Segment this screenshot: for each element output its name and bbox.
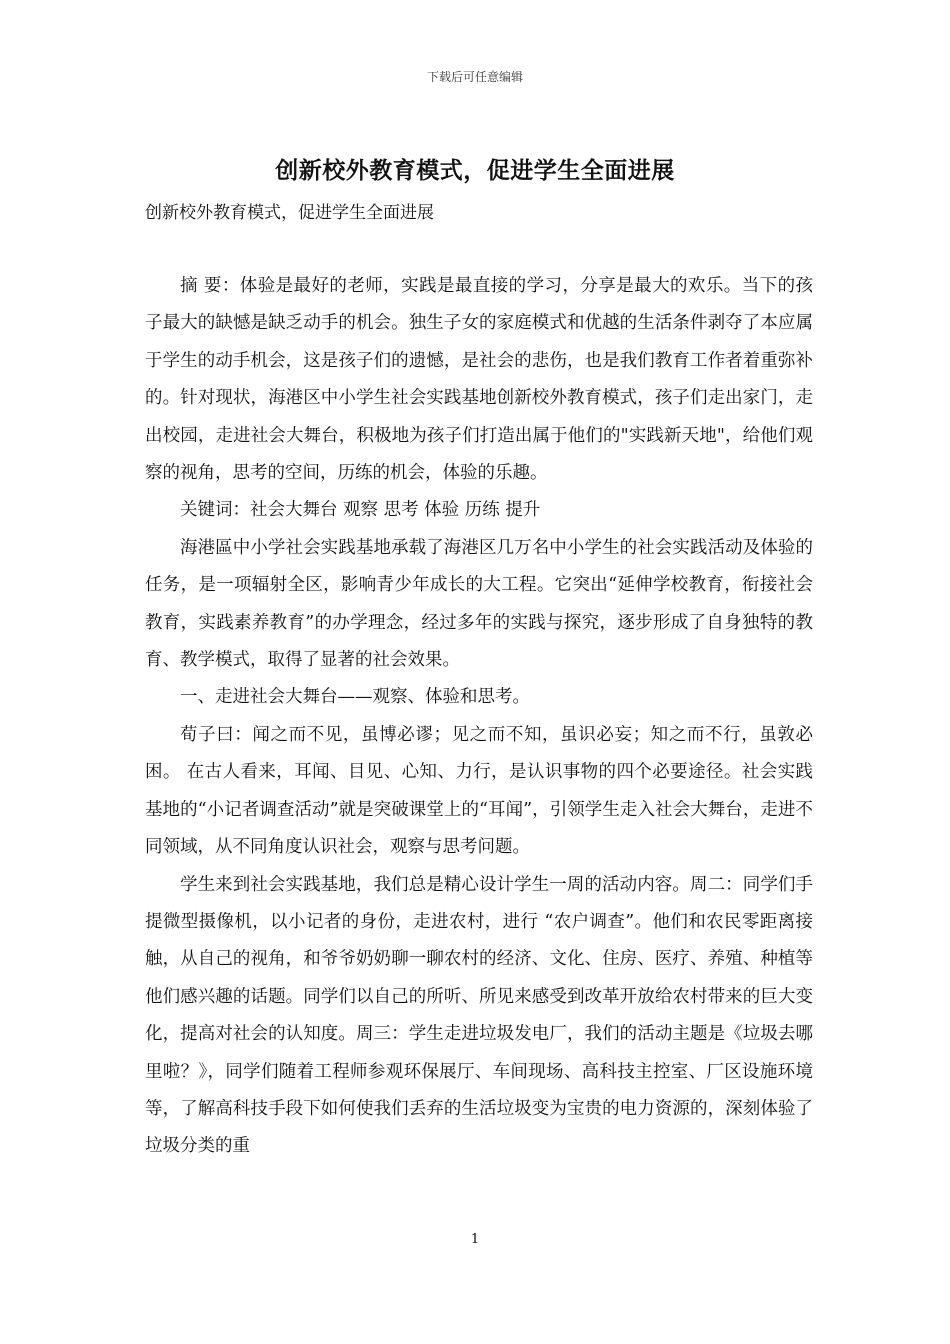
keywords-paragraph: 关键词：社会大舞台 观察 思考 体验 历练 提升 [180, 500, 541, 521]
header-note: 下载后可任意编辑 [426, 70, 523, 84]
document-subtitle: 创新校外教育模式，促进学生全面进展 [145, 203, 434, 223]
page-number: 1 [470, 1232, 480, 1247]
document-title: 创新校外教育模式，促进学生全面进展 [275, 158, 675, 184]
abstract-paragraph: 摘 要：体验是最好的老师，实践是最直接的学习，分享是最大的欢乐。当下的孩子最大的缺憾是缺乏动手的机会。独生子女的家庭模式和优越的生活条件剥夺了本应属于学生的动手机会，这是孩子们的遗憾，是社会的悲伤，也是我们教育工作者着重弥补的。针对现状，海港区中小学生社会实践基地创新校外教育模式，孩子们走出家门，走出校园，走进社会大舞台，积极地为孩子们打造出属于他们的"实践新天地"，给他们观察的视角，思考的空间，历练的机会，体验的乐趣。 [145, 276, 813, 484]
section-heading: 一、走进社会大舞台——观察、体验和思考。 [180, 687, 530, 708]
body-paragraph: 荀子曰：闻之而不见，虽博必谬；见之而不知，虽识必妄；知之而不行，虽敦必困。 在古人看来，耳闻、目见、心知、力行，是认识事物的四个必要途径。社会实践基地的“小记者调查活动”就是突破课堂上的“耳闻”，引领学生走入社会大舞台，走进不同领域，从不同角度认识社会，观察与思考问题。 [145, 724, 813, 858]
intro-paragraph: 海港區中小学社会实践基地承载了海港区几万名中小学生的社会实践活动及体验的任务，是一项辐射全区，影响青少年成长的大工程。它突出“延伸学校教育，衔接社会教育，实践素养教育”的办学理念，经过多年的实践与探究，逐步形成了自身独特的教育、教学模式，取得了显著的社会效果。 [145, 537, 813, 671]
body-paragraph: 学生来到社会实践基地，我们总是精心设计学生一周的活动内容。周二：同学们手提微型摄像机，以小记者的身份，走进农村，进行 “农户调查”。他们和农民零距离接触，从自己的视角，和爷爷奶奶聊一聊农村的经济、文化、住房、医疗、养殖、种植等他们感兴趣的话题。同学们以自己的所听、所见来感受到改革开放给农村带来的巨大变化，提高对社会的认知度。周三：学生走进垃圾发电厂，我们的活动主题是《垃圾去哪里啦？》，同学们随着工程师参观环保展厅、车间现场、高科技主控室、厂区设施环境等，了解高科技手段下如何使我们丢弃的生活垃圾变为宝贵的电力资源的，深刻体验了垃圾分类的重 [145, 874, 813, 1157]
document-body [145, 268, 813, 1166]
